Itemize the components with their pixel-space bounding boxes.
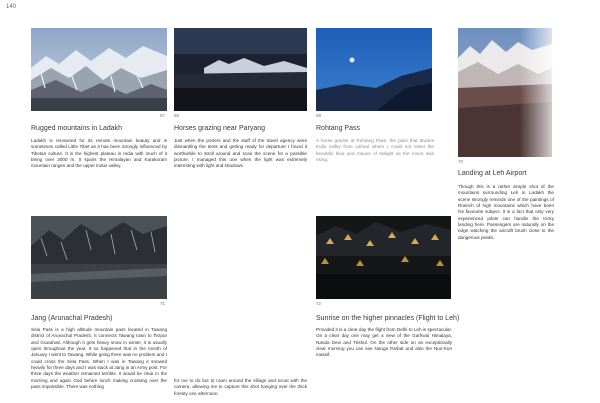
caption-body: Sela Pass is a high altitude mountain pass located in Tawang district of Arunachal Pradesh. It connects Tawang town to Tezpur and Guwahati. Although it gets heavy snow in winter, it is usually open throughout the year. It so happened that in the month of January I went to Tawang. While going there was no problem and I could cross the Sela Pass. When I was in Tawang it snowed heavily for three days and I was stuck at Jang in an Army post. For three days the weather remained terrible. It would be clear in the morning and again God before lunch making crossing over the pass impossible. There was nothing [31,327,167,389]
caption-body: Just when the porters and the staff of the travel agency were dismantling the tents and getting ready for departure I found it worthwhile to stroll around and scan the scene for a possible picture. I managed this one when the light was extremely interesting with light and shadows. [174,138,307,169]
caption-body-continued: for me to do but to roam around the village and scout with the camera, allowing me to capture this shot hanging over the thick foresty one afternoon. [174,378,307,396]
caption-title: Horses grazing near Paryang [174,125,266,132]
caption-body: Though this is a rather simple shot of the mountains surrounding Leh in Ladakh the scene strongly reminds one of the paintings of Roerich of high mountains which have been his favourite subject. It is a fact that only very experienced pilots can handle the tricky landing here. Passengers are naturally on the edge watching the aircraft brush close to the dangerous peaks. [458,184,554,240]
caption-body: Provided it is a clear day the flight from Delhi to Leh is spectacular. On a clear day one may get a view of the Garhwal Himalaya, Nanda Devi and Trishul. On the other side on an exceptionally clear morning you can see Nanga Parbat and also the Nun-Kun massif. [316,327,452,358]
photo-number: 69 [316,113,322,118]
caption-title: Rugged mountains in Ladakh [31,125,123,132]
page-number: 140 [6,4,17,10]
photo-edge-fade [520,28,552,157]
photo-rohtang-pass [316,28,432,111]
photo-number: 68 [174,113,180,118]
photo-rugged-mountains-ladakh [31,28,167,111]
caption-title: Landing at Leh Airport [458,170,527,177]
photo-number: 72 [316,301,322,306]
caption-title: Jang (Arunachal Pradesh) [31,315,113,322]
photo-number: 67 [160,113,166,118]
photo-horses-paryang [174,28,307,111]
photo-number: 70 [458,159,464,164]
caption-title: Sunrise on the higher pinnacles (Flight to Leh) [316,315,460,322]
caption-body: Ladakh is renowned for its remote mountain beauty and is sometimes called Little Tibet as it has been strongly influenced by Tibetan culture. It is the highest plateau in India with much of it being over 3000 m. It spans the Himalayan and Karakoram mountain ranges and the upper Indus valley. [31,138,167,169]
photo-number: 71 [160,301,166,306]
caption-title: Rohtang Pass [316,125,360,132]
caption-body: A horse grazes at Rohtang Pass, the pass that divides Kullu valley from Lahaul where I could not resist the beautiful blue and mauve of twilight as the moon was rising. [316,138,434,162]
photo-sunrise-pinnacles [316,216,451,299]
photo-jang-arunachal [31,216,167,299]
